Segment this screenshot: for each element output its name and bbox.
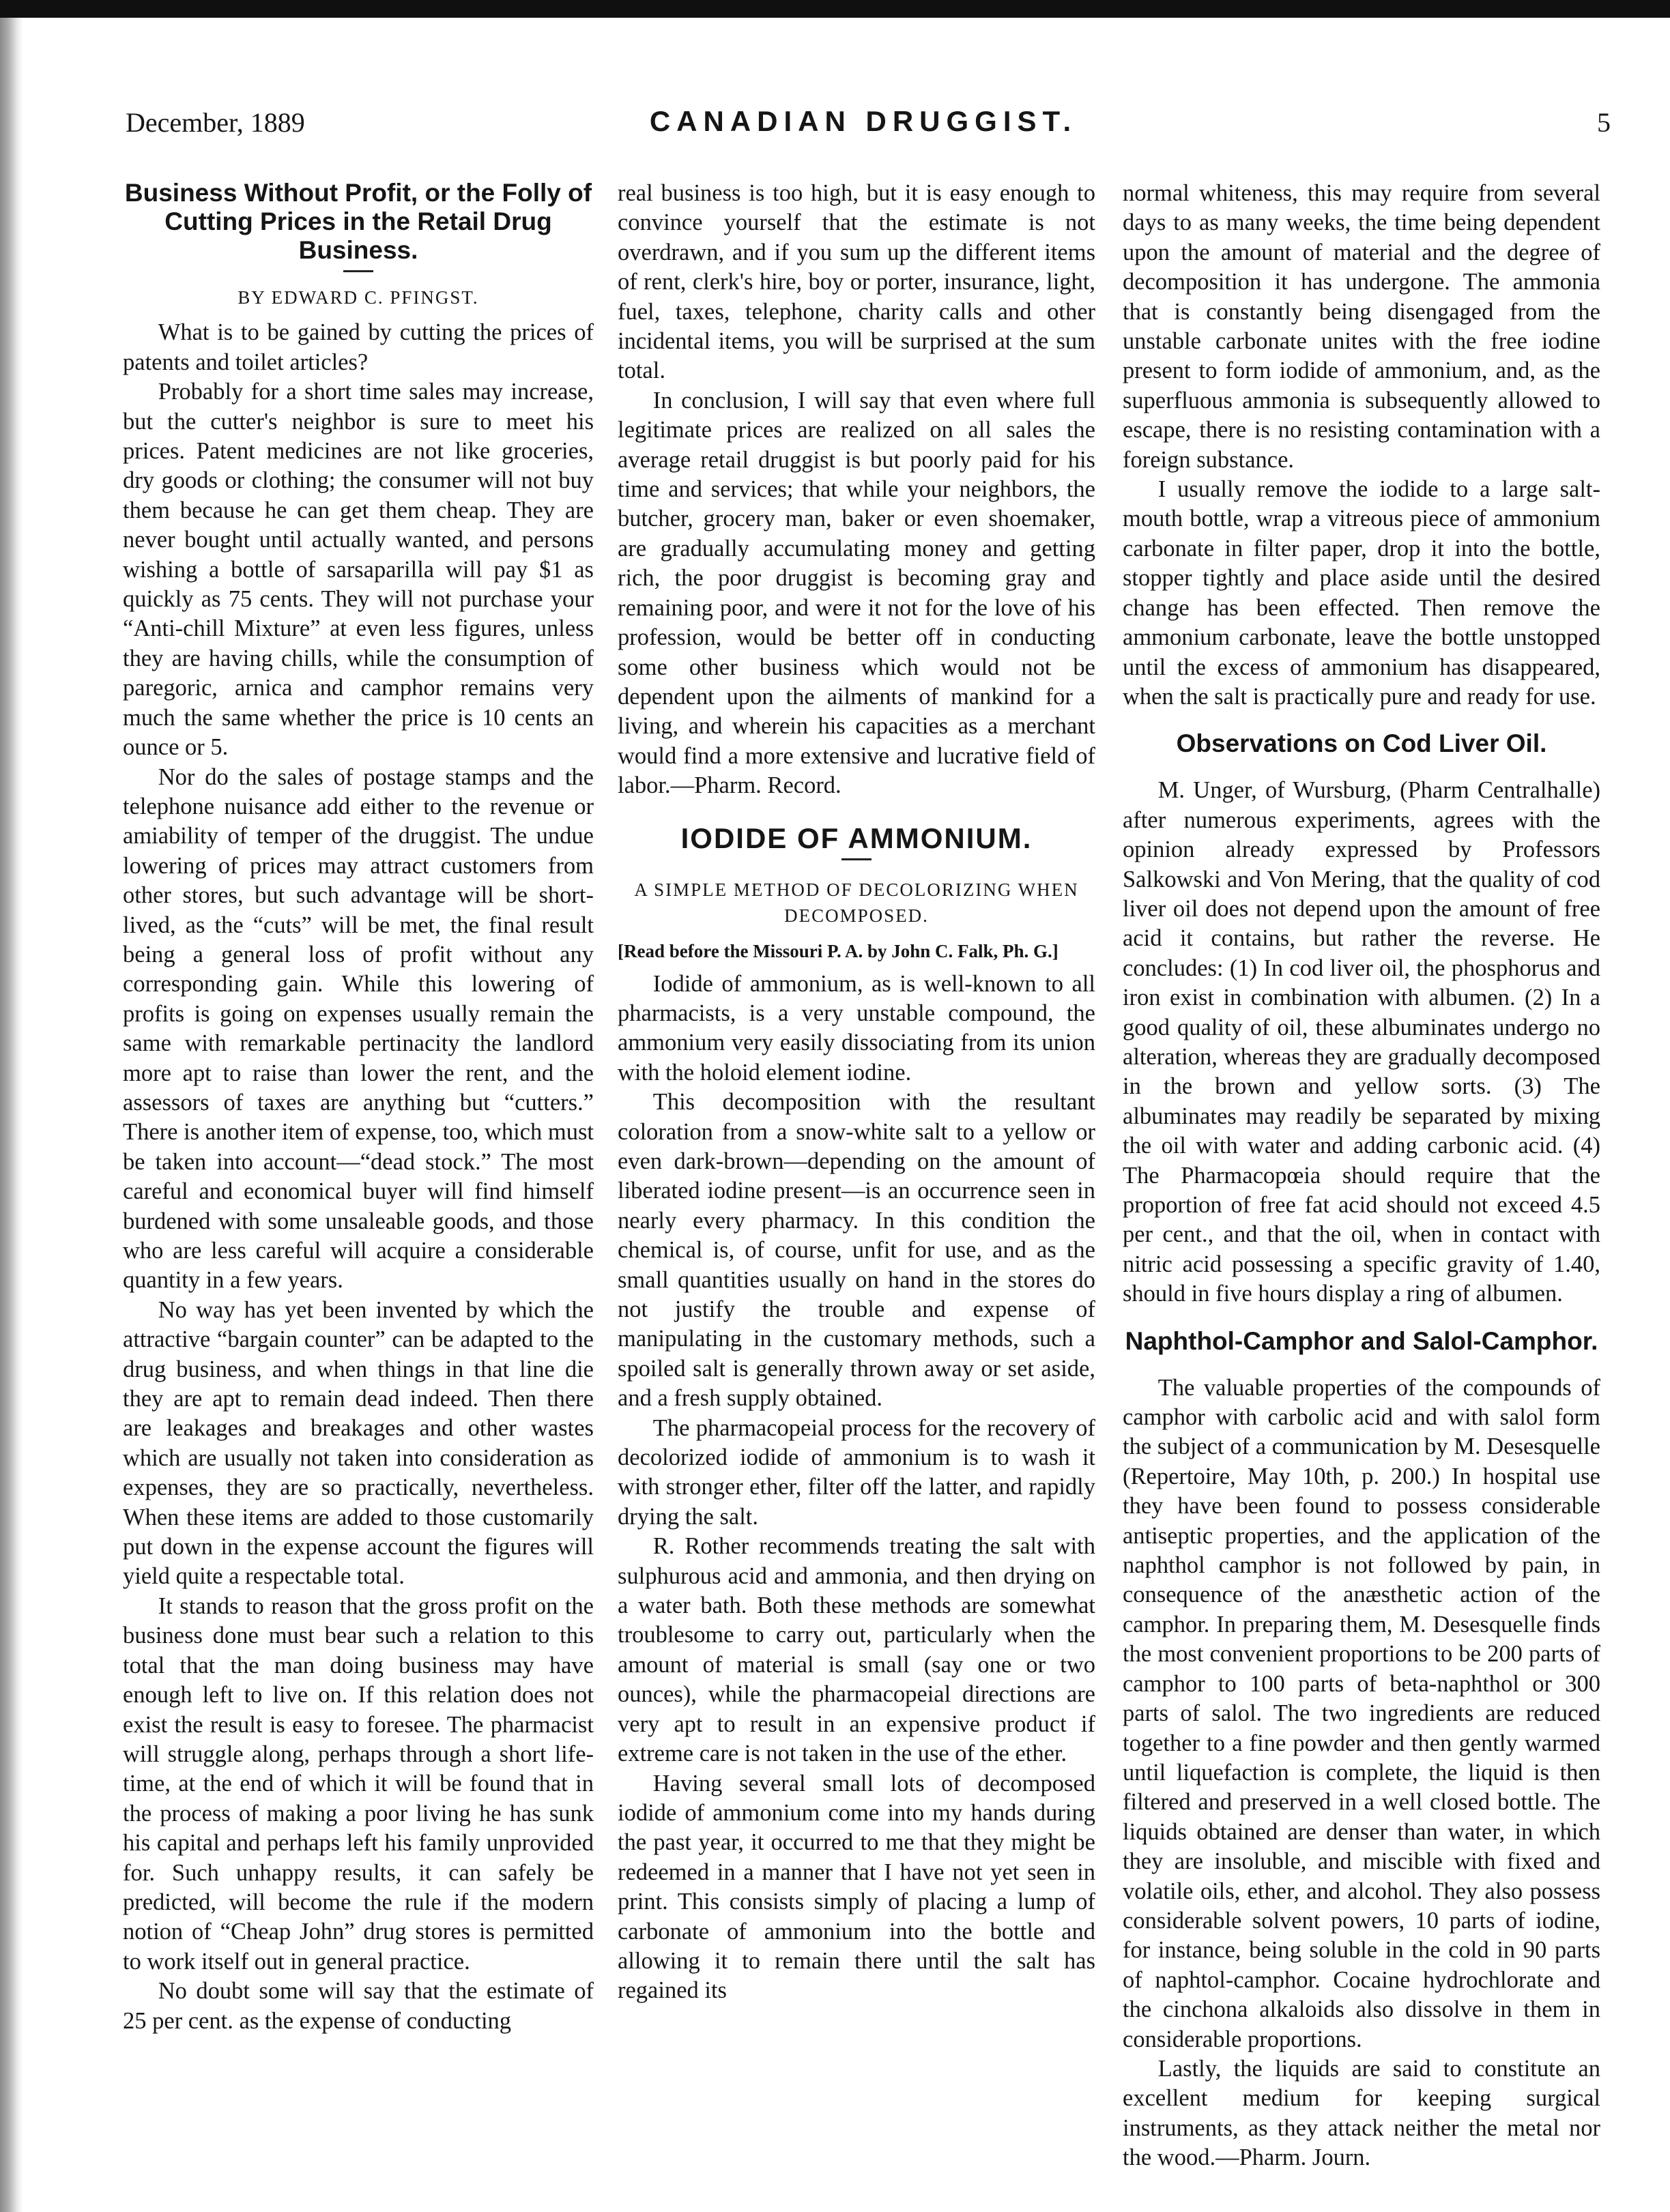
paragraph: Iodide of ammonium, as is well-known to all pharmacists, is a very unstable compound, the ammonium very easily dissociating from its union with the holoid element iodine. [618, 970, 1095, 1086]
paragraph: I usually remove the iodide to a large salt-mouth bottle, wrap a vitreous piece of ammonium carbonate in filter paper, drop it into the bottle, stopper tightly and place aside until the desired change has been effected. Then remove the ammonium carbonate, leave the bottle unstopped until the excess of ammonium has disappeared, when the salt is practically pure and ready for use. [1123, 476, 1600, 710]
journal-title: CANADIAN DRUGGIST. [649, 105, 1078, 137]
paragraph: No way has yet been invented by which the attractive “bargain counter” can be adapted to the drug business, and when things in that line die they are apt to remain dead indeed. Then there are leakages and breakages and other wastes which are usually not taken into consideration as expenses, they are so practically, nevertheless. When these items are added to those customarily put down in the expense account the figures will yield quite a respectable total. [123, 1296, 594, 1590]
paragraph: No doubt some will say that the estimate of 25 per cent. as the expense of conducting [123, 1978, 594, 2034]
article-subtitle: A SIMPLE METHOD OF DECOLORIZING WHEN DECOMPOSED. [634, 879, 1079, 926]
top-border [0, 0, 1670, 18]
paragraph: real business is too high, but it is easy enough to convince yourself that the estimate is not overdrawn, and if you sum up the different items of rent, clerk's hire, boy or porter, insurance, light, fuel, taxes, telephone, charity calls and other incidental items, you will be surprised at the sum total. [618, 180, 1095, 384]
paragraph: The pharmacopeial process for the recovery of decolorized iodide of ammonium is to wash it with stronger ether, filter off the latter, and rapidly drying the salt. [618, 1414, 1095, 1530]
article-note: [Read before the Missouri P. A. by John C. Falk, Ph. G.] [618, 940, 1059, 961]
paragraph: M. Unger, of Wursburg, (Pharm Centralhalle) after numerous experiments, agrees with the opinion already expressed by Professors Salkowski and Von Mering, that the quality of cod liver oil does not depend upon the amount of free acid it contains, but rather the reverse. He concludes: (1) In cod liver oil, the phosphorus and iron exist in combination with albumen. (2) In a good quality of oil, these albuminates undergo no alteration, whereas they are gradually decomposed in the brown and yellow sorts. (3) The albuminates may readily be separated by mixing the oil with water and adding carbonic acid. (4) The Pharmacopœia should require that the proportion of free fat acid should not exceed 4.5 per cent., and that the oil, when in contact with nitric acid possessing a specific gravity of 1.40, should in five hours display a ring of albumen. [1123, 777, 1600, 1307]
article-title: Naphthol-Camphor and Salol-Camphor. [1125, 1326, 1598, 1355]
issue-date: December, 1889 [126, 107, 305, 138]
column-1 [123, 179, 594, 2036]
paragraph: normal whiteness, this may require from several days to as many weeks, the time being dependent upon the amount of material and the degree of decomposition it has undergone. The ammonia that is constantly being disengaged from the unstable carbonate unites with the free iodine present to form iodide of ammonium, and, as the superfluous ammonia is subsequently allowed to escape, there is no resisting contamination with a foreign substance. [1123, 180, 1600, 473]
paragraph: Having several small lots of decomposed iodide of ammonium come into my hands during the past year, it occurred to me that they might be redeemed in a manner that I have not yet seen in print. This consists simply of placing a lump of carbonate of ammonium into the bottle and allowing it to remain there until the salt has regained its [618, 1770, 1095, 2004]
paragraph: It stands to reason that the gross profit on the business done must bear such a relation to this total that the man doing business may have enough left to live on. If this relation does not exist the result is easy to foresee. The pharmacist will struggle along, perhaps through a short life-time, at the end of which it will be found that in the process of making a poor living he has sunk his capital and perhaps left his family unprovided for. Such unhappy results, it can safely be predicted, will become the rule if the modern notion of “Cheap John” drug stores is permitted to work itself out in general practice. [123, 1592, 594, 1975]
paragraph: Probably for a short time sales may increase, but the cutter's neighbor is sure to meet his prices. Patent medicines are not like groceries, dry goods or clothing; the consumer will not buy them because he can get them cheap. They are never bought until actually wanted, and persons wishing a bottle of sarsaparilla will pay $1 as quickly as 75 cents. They will not purchase your “Anti-chill Mixture” at even less figures, unless they are having chills, while the consumption of paregoric, arnica and camphor remains very much the same whether the price is 10 cents an ounce or 5. [123, 379, 594, 761]
paragraph: Nor do the sales of postage stamps and the telephone nuisance add either to the revenue or amiability of temper of the druggist. The undue lowering of prices may attract customers from other stores, but such advantage will be short-lived, as the “cuts” will be met, the final result being a general loss of profit without any corresponding gain. While this lowering of profits is going on expenses usually remain the same with remarkable pertinacity the landlord more apt to raise than lower the rent, and the assessors of taxes are anything but “cutters.” There is another item of expense, too, which must be taken into account—“dead stock.” The most careful and economical buyer will find himself burdened with some unsaleable goods, and those who are less careful will acquire a considerable quantity in a few years. [123, 763, 594, 1294]
article-byline: BY EDWARD C. PFINGST. [237, 287, 479, 308]
column-3 [1123, 179, 1600, 2173]
paragraph: In conclusion, I will say that even where full legitimate prices are realized on all sales the average retail druggist is but poorly paid for his time and services; that while your neighbors, the butcher, grocery man, baker or even shoemaker, are gradually accumulating money and getting rich, the poor druggist is becoming gray and remaining poor, and were it not for the love of his profession, would be better off in conducting some other business which would not be dependent upon the ailments of mankind for a living, and wherein his capacities as a merchant would find a more extensive and lucrative field of labor.—Pharm. Record. [618, 387, 1095, 799]
article-title: Observations on Cod Liver Oil. [1176, 729, 1547, 758]
divider [343, 270, 373, 272]
paragraph: R. Rother recommends treating the salt with sulphurous acid and ammonia, and then drying on a water bath. Both these methods are somewhat troublesome to carry out, particularly when the amount of material is small (say one or two ounces), while the pharmacopeial directions are very apt to result in an expensive product if extreme care is not taken in the use of the ether. [618, 1533, 1095, 1767]
divider [841, 858, 872, 860]
page-binding-edge [0, 18, 23, 2212]
paragraph: What is to be gained by cutting the prices of patents and toilet articles? [123, 319, 594, 375]
article-title: Business Without Profit, or the Folly of Cutting Prices in the Retail Drug Business. [124, 179, 592, 264]
running-header [116, 102, 1611, 150]
page-number: 5 [1597, 107, 1611, 138]
article-title: IODIDE OF AMMONIUM. [680, 821, 1033, 854]
paragraph: The valuable properties of the compounds of camphor with carbolic acid and with salol form the subject of a communication by M. Desesquelle (Repertoire, May 10th, p. 200.) In hospital use they have been found to possess considerable antiseptic properties, and the application of the naphthol camphor is not followed by pain, in consequence of the anæsthetic action of the camphor. In preparing them, M. Desesquelle finds the most convenient proportions to be 200 parts of camphor to 100 parts of beta-naphthol or 300 parts of salol. The two ingredients are reduced together to a fine powder and then gently warmed until liquefaction is complete, the liquid is then filtered and preserved in a well closed bottle. The liquids obtained are denser than water, in which they are insoluble, and miscible with fixed and volatile oils, ether, and alcohol. They also possess considerable solvent powers, 10 parts of iodine, for instance, being soluble in the cold in 90 parts of naphtol-camphor. Cocaine hydrochlorate and the cinchona alkaloids also dissolve in them in considerable proportions. [1123, 1374, 1600, 2052]
column-2 [618, 179, 1095, 2006]
paragraph: Lastly, the liquids are said to constitute an excellent medium for keeping surgical instruments, as they attack neither the metal nor the wood.—Pharm. Journ. [1123, 2055, 1600, 2171]
paragraph: This decomposition with the resultant coloration from a snow-white salt to a yellow or even dark-brown—depending on the amount of liberated iodine present—is an occurrence seen in nearly every pharmacy. In this condition the chemical is, of course, unfit for use, and as the small quantities usually on hand in the stores do not justify the trouble and expense of manipulating in the customary methods, such a spoiled salt is generally thrown away or set aside, and a fresh supply obtained. [618, 1089, 1095, 1412]
